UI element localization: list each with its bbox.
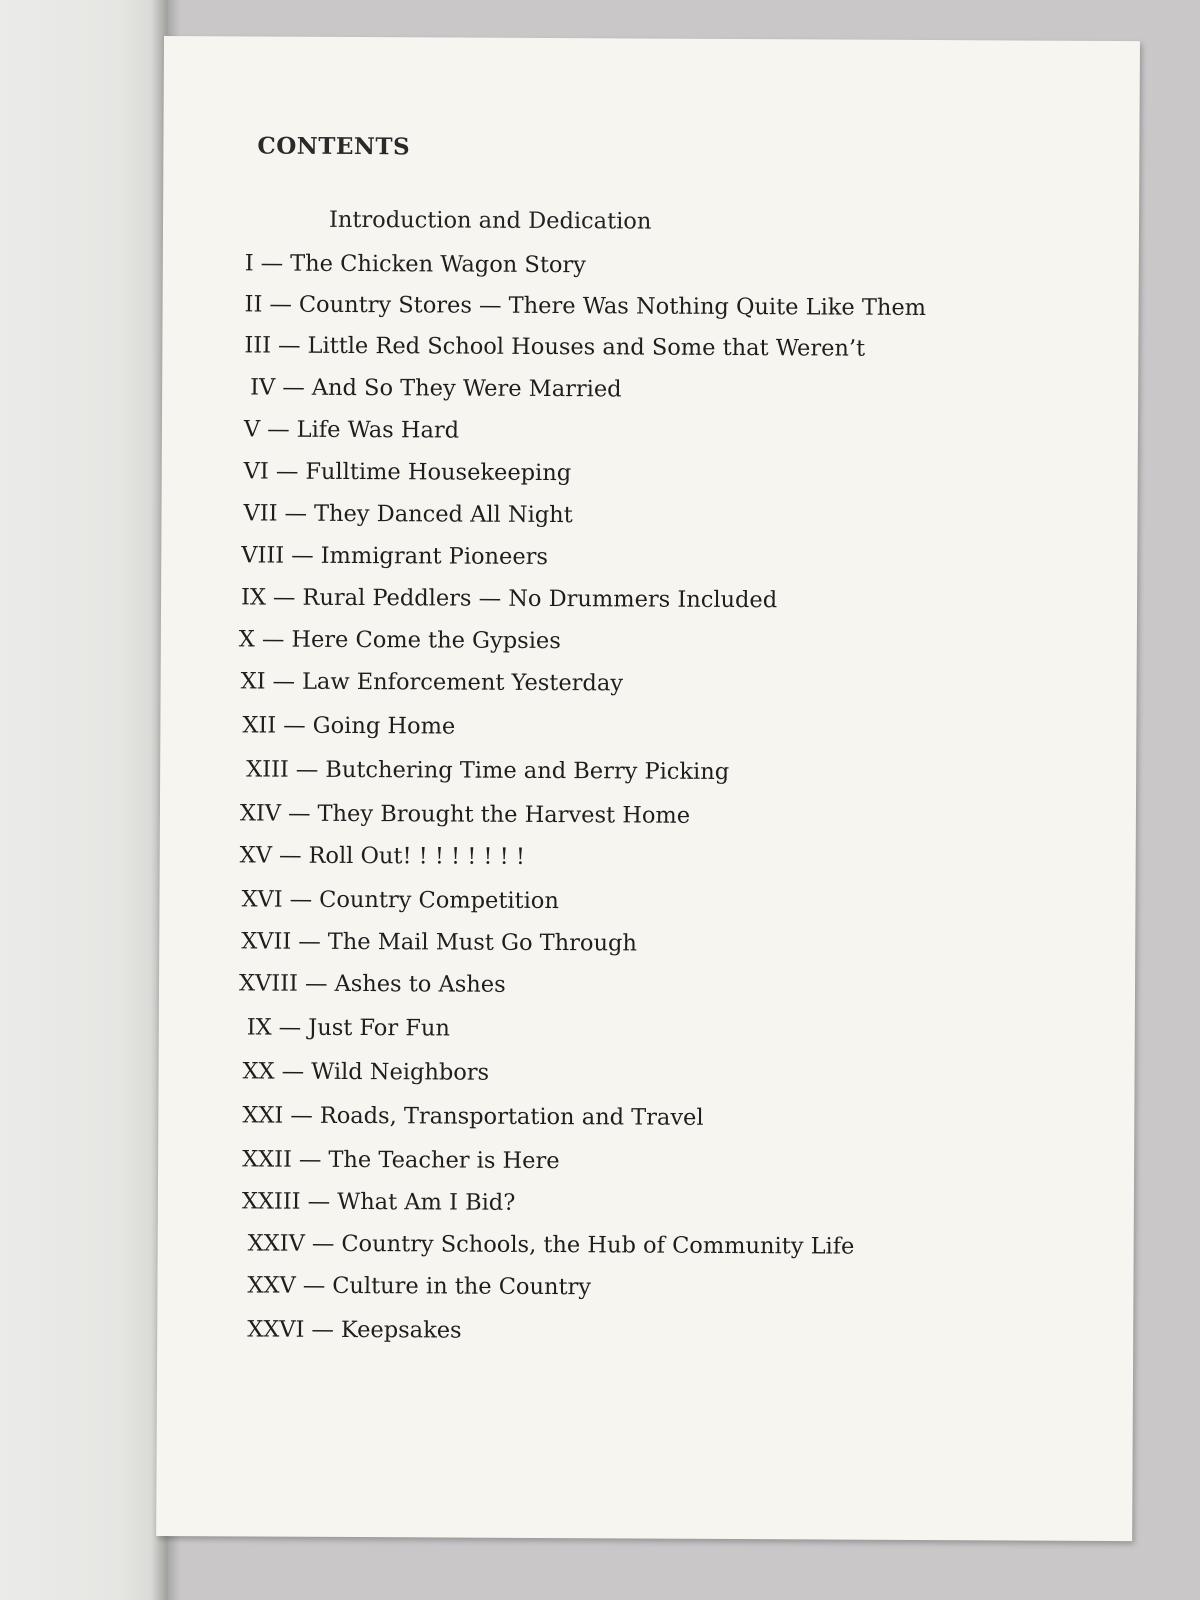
contents-page: [156, 36, 1140, 1541]
toc-entry: [246, 756, 729, 785]
chapter-numeral: IV: [250, 374, 276, 401]
em-dash-separator: —: [278, 842, 302, 869]
chapter-numeral: XVIII: [238, 970, 299, 997]
chapter-numeral: III: [244, 332, 272, 359]
toc-entry: [243, 500, 572, 528]
chapter-title: The Chicken Wagon Story: [290, 250, 586, 279]
chapter-title: Law Enforcement Yesterday: [301, 668, 624, 697]
chapter-title: Country Competition: [319, 886, 559, 915]
chapter-numeral: XXI: [242, 1102, 284, 1129]
toc-entry: [247, 1014, 450, 1041]
chapter-title: Roll Out! ! ! ! ! ! ! !: [308, 842, 525, 870]
chapter-numeral: VII: [243, 500, 278, 527]
chapter-title: Little Red School Houses and Some that Weren’t: [307, 332, 866, 362]
chapter-title: They Danced All Night: [313, 500, 573, 529]
em-dash-separator: —: [298, 1146, 322, 1173]
chapter-title: Keepsakes: [340, 1316, 462, 1344]
toc-entry: [244, 416, 459, 443]
toc-entry: [242, 1102, 703, 1130]
em-dash-separator: —: [304, 970, 328, 997]
chapter-numeral: I: [244, 250, 254, 277]
chapter-title: What Am I Bid?: [337, 1188, 516, 1216]
em-dash-separator: —: [289, 886, 313, 913]
chapter-numeral: XIII: [246, 756, 289, 783]
chapter-numeral: XXV: [247, 1272, 296, 1299]
toc-entry: [250, 374, 622, 402]
chapter-numeral: XVI: [241, 886, 283, 913]
em-dash-separator: —: [277, 332, 301, 359]
chapter-numeral: V: [243, 416, 261, 443]
em-dash-separator: —: [261, 626, 285, 653]
toc-entry: [242, 712, 455, 739]
toc-entry: [242, 1146, 560, 1174]
em-dash-separator: —: [275, 458, 299, 485]
em-dash-separator: —: [284, 500, 308, 527]
chapter-numeral: XVII: [241, 928, 292, 955]
toc-entry: [241, 584, 777, 613]
toc-entry: [247, 1272, 591, 1300]
toc-entry: [244, 332, 865, 361]
em-dash-separator: —: [282, 374, 305, 401]
chapter-title: Culture in the Country: [332, 1272, 592, 1301]
chapter-title: Just For Fun: [308, 1014, 450, 1042]
em-dash-separator: —: [272, 668, 296, 695]
chapter-title: Wild Neighbors: [311, 1058, 490, 1086]
toc-entry: [245, 250, 586, 278]
toc-entry: [241, 928, 637, 956]
chapter-title: Country Stores — There Was Nothing Quite Like Them: [298, 291, 927, 321]
em-dash-separator: —: [302, 1272, 326, 1299]
chapter-title: Life Was Hard: [296, 416, 460, 444]
toc-entry: [240, 842, 525, 869]
em-dash-separator: —: [269, 291, 292, 318]
em-dash-separator: —: [278, 1014, 302, 1041]
em-dash-separator: —: [272, 584, 296, 611]
chapter-numeral: XI: [240, 668, 266, 695]
chapter-numeral: XXIV: [247, 1230, 305, 1257]
chapter-title: They Brought the Harvest Home: [317, 800, 691, 829]
em-dash-separator: —: [260, 250, 284, 277]
toc-entry: [244, 458, 572, 486]
chapter-title: Ashes to Ashes: [334, 970, 506, 998]
em-dash-separator: —: [288, 800, 311, 827]
em-dash-separator: —: [291, 542, 314, 569]
em-dash-separator: —: [267, 416, 290, 443]
toc-entry: [240, 800, 690, 828]
chapter-numeral: IX: [246, 1014, 272, 1041]
chapter-numeral: XIV: [239, 800, 282, 827]
chapter-title: Here Come the Gypsies: [291, 626, 561, 655]
em-dash-separator: —: [295, 756, 319, 783]
chapter-numeral: VI: [243, 458, 269, 485]
toc-entry: [245, 291, 927, 321]
toc-entry: [241, 886, 559, 914]
toc-entry: [242, 1188, 516, 1215]
chapter-numeral: XII: [242, 712, 277, 739]
em-dash-separator: —: [307, 1188, 331, 1215]
toc-entry: [241, 542, 548, 570]
chapter-title: Rural Peddlers — No Drummers Included: [302, 584, 778, 614]
chapter-title: Going Home: [312, 712, 456, 740]
left-page: [0, 0, 168, 1600]
em-dash-separator: —: [298, 928, 321, 955]
chapter-title: Butchering Time and Berry Picking: [325, 756, 730, 785]
toc-entry: [241, 668, 624, 696]
chapter-numeral: XXII: [242, 1146, 292, 1173]
chapter-numeral: XV: [239, 842, 273, 869]
em-dash-separator: —: [281, 1058, 305, 1085]
em-dash-separator: —: [290, 1102, 313, 1129]
chapter-numeral: VIII: [241, 542, 285, 569]
em-dash-separator: —: [283, 712, 306, 739]
em-dash-separator: —: [311, 1230, 335, 1257]
chapter-numeral: XXVI: [247, 1316, 305, 1343]
toc-entry: [248, 1230, 855, 1259]
chapter-numeral: XXIII: [241, 1188, 301, 1215]
em-dash-separator: —: [311, 1316, 334, 1343]
chapter-numeral: XX: [242, 1058, 275, 1085]
chapter-title: Fulltime Housekeeping: [305, 458, 572, 487]
chapter-numeral: II: [244, 291, 263, 318]
chapter-title: Roads, Transportation and Travel: [319, 1102, 704, 1131]
toc-entry: [247, 1316, 462, 1343]
toc-introduction: Introduction and Dedication: [328, 206, 652, 235]
toc-entry: [239, 970, 506, 997]
toc-entry: [239, 626, 561, 654]
toc-entry: [243, 1058, 490, 1085]
contents-heading: CONTENTS: [257, 132, 411, 161]
chapter-title: The Mail Must Go Through: [327, 928, 637, 957]
chapter-title: Country Schools, the Hub of Community Life: [341, 1230, 855, 1260]
chapter-numeral: IX: [240, 584, 267, 611]
chapter-title: And So They Were Married: [311, 374, 622, 403]
chapter-title: The Teacher is Here: [328, 1146, 560, 1175]
chapter-numeral: X: [238, 626, 255, 653]
chapter-title: Immigrant Pioneers: [320, 542, 549, 571]
